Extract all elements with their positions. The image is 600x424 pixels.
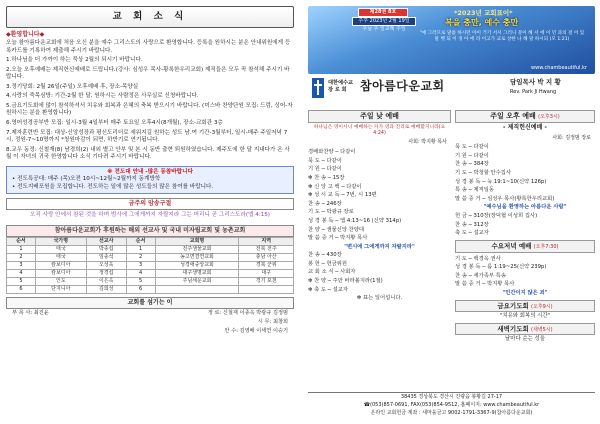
table-row — [7, 286, 294, 294]
order-item: 교 회 소 식 ─ 사회자 — [308, 269, 356, 276]
order-item: 축 도 ─ 설교자 — [455, 230, 489, 237]
servants-list — [6, 309, 294, 336]
order-item: 찬 송 ─ 246장 — [308, 200, 342, 207]
afternoon-time: (오후3시) — [538, 114, 560, 120]
table-cell: 주님세운교회 — [155, 278, 239, 286]
order-item: 찬 송 ─ 384장 — [455, 161, 489, 168]
dawn-prayer-title — [455, 323, 595, 336]
church-motto: 복을 충만, 예수 충만 — [445, 18, 519, 27]
order-item: 봉 헌 ─ 헌금위원 — [308, 260, 347, 267]
evangelism-box — [6, 166, 294, 195]
dawn-title-text: 새벽기도회 — [497, 324, 529, 333]
servants-row — [6, 327, 294, 336]
other-services — [455, 110, 595, 344]
order-item: 찬 양 ─ 샘물신앙 찬양대 — [308, 226, 364, 233]
table-cell: 캄보디아 — [35, 270, 86, 278]
afternoon-leader: 사회: 김정범 장로 — [552, 134, 591, 141]
worship-panel — [308, 6, 595, 420]
table-cell: 전북 전주 — [239, 246, 294, 254]
news-item: 5.금요기도회에 많이 참석하셔서 치유와 회복과 은혜의 축복 받으시기 바랍니다. (미스바 찬양단원 모집: 드럼, 싱어-자원하시는 분을 환영합니다) — [6, 102, 293, 117]
news-item: 4.사랑의 죽목심방: 기간-2월 한 달, 원하시는 사람정은 사무실로 신청바랍니다. — [6, 93, 199, 100]
order-item: 성 경 봉 독 ─ 엡 4:13~16 (신약 314p) — [308, 217, 402, 224]
table-cell: 5 — [126, 278, 155, 286]
afternoon-subtitle: - 제직헌신예배 - — [503, 124, 547, 132]
sermon-title: "인간이지 않은 죄" — [502, 289, 548, 296]
mission-heading: 참아름다운교회가 후원하는 해외 선교사 및 국내 미자립교회 및 농촌교회 — [6, 225, 294, 237]
order-item: 성 경 봉 독 ─ 눅 19:1~10(신약 126p) — [455, 178, 547, 185]
table-cell: 5 — [7, 278, 36, 286]
evangelism-line: • 전도지배포원을 모집합니다. 전도하는 일에 많은 성도들의 많은 참여를 바랍니다. — [12, 183, 214, 190]
motto-verse: "예 그러므로 말씀 하시던 아이 거기 서서 그러니 분이 해 서 에 이 먼 과의 걸 어 있 말 뻣 되 이 경 아 에 라 이고가 교로 상한 나 해 말 하시되 (모 1:21) — [419, 31, 585, 42]
table-cell: 단지니아 — [35, 286, 86, 294]
table-cell: 농고면결연교회 — [155, 254, 239, 262]
table-cell: 6 — [7, 286, 36, 294]
order-item: 묵 도 ─ 다같이 — [308, 157, 342, 164]
order-item: 기 도 ─ 박청할 안수집사 — [455, 170, 511, 177]
evangelism-line: • 전도특공대: 매주 (목)오전 10시~12월~2월까지 동계방학 — [12, 176, 161, 183]
news-item: 2.오늘 오후예배는 제직헌신예배로 드립니다.(강사: 심성우 목사-황록한우리교회) 제직들은 모두 꼭 참석해 주시기 바랍니다. — [6, 66, 290, 81]
denomination-line: 대한예수교 — [328, 80, 354, 86]
table-cell: 2 — [7, 254, 36, 262]
table-header: 선교사 — [86, 238, 126, 246]
table-cell: 1 — [126, 246, 155, 254]
news-title-box — [6, 6, 294, 28]
sunday-leader: 사회: 박지황 목사 — [408, 139, 447, 146]
table-cell: 캄보디아 — [35, 262, 86, 270]
table-row — [7, 254, 294, 262]
servants-right: 안 수: 김영배 이세연 이승기 — [224, 328, 288, 335]
order-item: 찬 송 ─ 312장 — [455, 221, 489, 228]
servants-row — [6, 309, 294, 318]
afternoon-title-text: 주일 오후 예배 — [490, 112, 536, 120]
offering-account: 온라인 교회헌금 계좌 : 새마을금고 9002-1791-3367-9(참아름다운교회) — [370, 410, 533, 416]
order-item: 헌 금 ─ 310장(장덕협 이성희 집사) — [455, 213, 538, 220]
order-item: 특 송 ─ 제직일동 — [455, 187, 494, 194]
table-row — [7, 262, 294, 270]
order-item: 말 씀 증 거 ─ 박지황 목사 — [308, 235, 368, 242]
news-item: 1.하나님을 더 가까이 하는 묵상 2월의 되시기 바랍니다. — [6, 57, 143, 64]
table-header: 국가명 — [35, 238, 86, 246]
table-header: 순서 — [126, 238, 155, 246]
service-columns — [308, 110, 595, 390]
news-item: 7.제자훈련반 모집: 대상-신앙성장과 평신도리더로 세워지길 원하는 성도 남.여 기간-3월부터, 일시-매주 주일저녁 7시, 정원-7~10명까지 *청원마감이 되면, 하반기로 연기됩니다. — [6, 129, 288, 144]
news-items — [6, 57, 294, 162]
evangelism-title: ※ 전도대 안내 -많은 동참바랍니다 — [107, 168, 193, 175]
news-panel — [6, 6, 294, 420]
table-cell: 이은옥 — [86, 278, 126, 286]
welcome-text: 오늘 참아름다운교회에 처음 오신 분을 예수 그리스도의 사랑으로 환영합니다. 등록을 원하시는 분은 안내위원에게 등록카드를 기록하여 제출해 주시기 바랍니다. — [6, 40, 291, 54]
church-name: 참아름다운교회 — [360, 79, 445, 93]
table-cell: 4 — [7, 270, 36, 278]
wednesday-service-title — [455, 240, 595, 253]
sunday-name: 주님 주 일교례 주일 — [362, 26, 406, 32]
pastor-name: 담임목사 박 지 황 — [510, 78, 561, 86]
table-cell: 대구생명교회 — [155, 270, 239, 278]
afternoon-service-title — [455, 110, 595, 123]
order-item: ✻ 찬 양 ─ 주만 바라볼지라(1절) — [308, 278, 383, 285]
order-item: 성 경 봉 독 ─ 룸 1:19~25(신약 239p) — [455, 264, 547, 271]
order-item: 묵 도 ─ 다같이 — [455, 144, 489, 151]
year-motto-label: *2023년 교회표어* — [454, 9, 513, 17]
church-header — [308, 74, 595, 104]
order-item: 찬 송 ─ 세가족부 특송 — [455, 272, 506, 279]
table-cell: 4 — [126, 270, 155, 278]
servants-row — [6, 318, 294, 327]
news-item: 6.영어성경공부반 모집: 일시-3월 4일부터 매주 토요일 오후4시(8개월), 장소-교회관 3층 — [6, 120, 223, 127]
church-footer — [308, 392, 595, 420]
table-cell: 1 — [7, 246, 36, 254]
sunday-service-title: 주일 낮 예배 — [308, 110, 451, 123]
standing-note: ✻ 표는 일어섭니다. — [356, 295, 403, 302]
table-cell — [239, 286, 294, 294]
table-cell: 충남 아산 — [239, 254, 294, 262]
table-header: 교회명 — [155, 238, 239, 246]
sunday-verse: 하나님은 영이시니 예배하는 자가 영과 진리로 예배할지니라(요4:24) — [313, 125, 446, 137]
dawn-theme: 날마다 순는 성울 — [505, 336, 545, 343]
news-title: 교 회 소 식 — [112, 10, 188, 22]
news-item: 8.교우 동정: 신철재(8) 남경희(2) 내외 별고 안부 및 본 시 동반 출현 퇴원하였습니다. 제주도에 한 달 지내다가 온 사 월 이 자녀의 귀국 한영합니다 소식 기다려 주시기 바랍니다. — [6, 146, 290, 161]
order-item: 기 원 ─ 다같이 — [308, 166, 342, 173]
table-row — [7, 270, 294, 278]
church-address: 38435 경상북도 경산시 진량읍 봉황길 27-17 — [400, 394, 503, 400]
order-item: ✻ 축 도 ─ 설교자 — [308, 286, 348, 293]
table-cell: 태국 — [35, 254, 86, 262]
issue-number: 제28권 8호 — [358, 8, 408, 17]
cross-logo-icon — [312, 78, 324, 98]
servants-right: 시 무: 최창희 — [257, 319, 288, 326]
welcome-heading: ◆환영합니다◆ — [6, 31, 45, 38]
header-banner — [308, 6, 595, 74]
sunday-order — [308, 148, 451, 303]
table-header-row — [7, 238, 294, 246]
table-header: 순서 — [7, 238, 36, 246]
wednesday-title-text: 수요저녁 예배 — [491, 241, 532, 250]
table-cell: 정경섭 — [86, 270, 126, 278]
bulletin-date: 주후 2023년 2월 19일 — [352, 17, 416, 26]
table-cell: 임종석 — [86, 254, 126, 262]
pastor-name-english: Rev. Park Ji Hwang — [510, 89, 557, 95]
news-item: 3.정기당회: 2월 26일(주일) 오후예배 후, 장소-목양실 — [6, 83, 139, 90]
wednesday-order — [455, 255, 595, 298]
afternoon-order — [455, 143, 595, 238]
friday-time: (오후9시) — [531, 303, 553, 310]
friday-prayer-title — [455, 300, 595, 313]
table-cell: 3 — [126, 262, 155, 270]
table-cell: 박종섭 — [86, 246, 126, 254]
church-phone: ☎(053)857-0691, FAX(053)854-9512, 홈페이지: www.chambeautiful.kr — [363, 402, 540, 408]
sermon-title: "예수님을 환영하는 아름다운 사람" — [483, 204, 567, 211]
servants-heading: 교회를 섬기는 이 — [6, 297, 294, 309]
order-item: ✻ 신 앙 고 백 ─ 다같이 — [308, 183, 362, 190]
sunday-service — [308, 110, 451, 303]
order-item: 말 씀 증 거 ─ 박지황 목사 — [455, 281, 515, 288]
mission-table — [6, 237, 294, 294]
wednesday-time: (오후7:30) — [533, 243, 559, 250]
table-cell: 경기 포천 — [239, 278, 294, 286]
order-item: 기 원 ─ 다같이 — [455, 152, 489, 159]
denomination — [328, 80, 353, 94]
friday-theme: "치유와 회복의 시간" — [499, 313, 551, 320]
order-item: 기 도 ─ 박광규 장로 — [308, 209, 354, 216]
sermon-title: "변시에 그에게까지 자랄지라" — [344, 243, 415, 250]
table-cell: 인도 — [35, 278, 86, 286]
table-cell — [155, 286, 239, 294]
table-row — [7, 278, 294, 286]
order-item: 말 씀 증 거 ─ 심성우 목사(황록한우리교회) — [455, 195, 555, 202]
table-header: 지역 — [239, 238, 294, 246]
servants-right: 정 로: 신철재 이종옥 박광규 김정범 — [207, 310, 288, 317]
table-cell: 태국 — [35, 246, 86, 254]
order-item: ✻ 성 시 교 독 ─ 7번, 시 13편 — [308, 192, 377, 199]
table-cell: 성경애중앙교회 — [155, 262, 239, 270]
order-item: 찬 송 ─ 430장 — [308, 252, 342, 259]
website-url[interactable]: www.chambeautiful.kr — [531, 65, 587, 72]
table-cell: 오성욱 — [86, 262, 126, 270]
order-item: 기 도 ─ 백경옥 권사 — [455, 255, 501, 262]
table-cell: 3 — [7, 262, 36, 270]
memory-verse-text: 오직 사랑 안에서 참된 것을 하며 범사에 그에게까지 자랄지라 그는 머리니 곧 그리스도라(엡 4:15) — [30, 212, 270, 219]
table-cell: 대구 — [239, 270, 294, 278]
table-row — [7, 246, 294, 254]
memory-verse-heading: 금주의 암송구절 — [6, 198, 294, 210]
order-item: 경배와찬양 ─ 다같이 — [308, 149, 356, 156]
denomination-line: 장 로 회 — [328, 86, 347, 93]
order-item: ✻ 찬 송 ─ 15장 — [308, 174, 345, 181]
servants-left: 부 목 사: 최진윤 — [12, 310, 49, 317]
table-cell: 2 — [126, 254, 155, 262]
table-cell: 전주샘물교회 — [155, 246, 239, 254]
friday-title-text: 금요기도회 — [497, 301, 529, 310]
table-cell: 경북 군위 — [239, 262, 294, 270]
table-cell: 6 — [126, 286, 155, 294]
table-cell: 김희성 — [86, 286, 126, 294]
dawn-time: (새벽5시) — [531, 326, 553, 333]
